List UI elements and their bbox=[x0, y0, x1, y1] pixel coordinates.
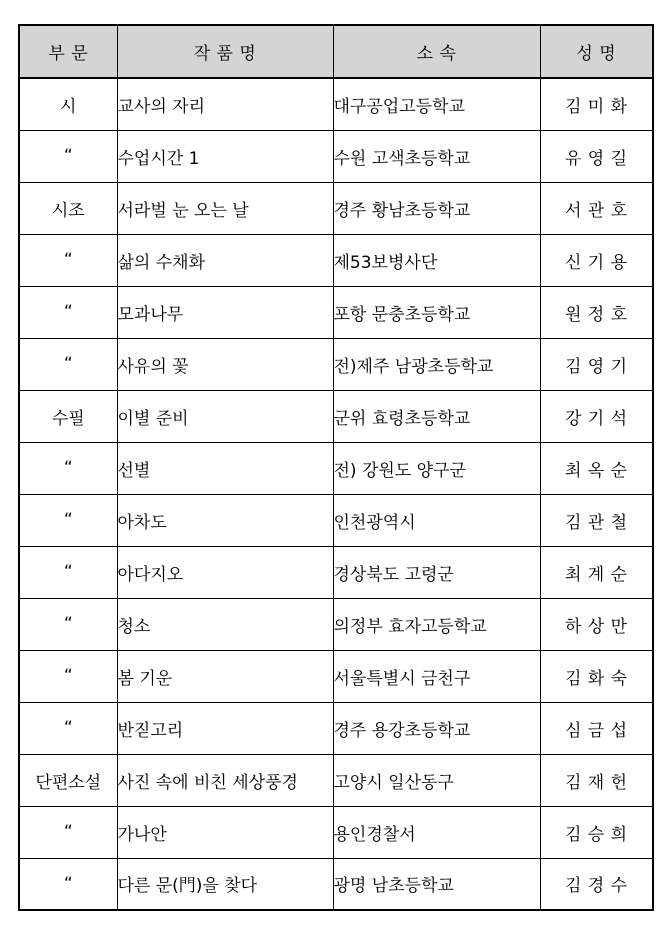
header-affiliation: 소 속 bbox=[333, 25, 540, 78]
table-body bbox=[19, 78, 653, 910]
cell-affiliation: 군위 효령초등학교 bbox=[333, 390, 540, 442]
cell-affiliation: 서울특별시 금천구 bbox=[333, 650, 540, 702]
cell-category: 시 bbox=[19, 78, 117, 130]
cell-category: “ bbox=[19, 858, 117, 910]
table-row bbox=[19, 338, 653, 390]
cell-title: 이별 준비 bbox=[117, 390, 333, 442]
cell-affiliation: 전)제주 남광초등학교 bbox=[333, 338, 540, 390]
cell-category: “ bbox=[19, 442, 117, 494]
cell-category: 단편소설 bbox=[19, 754, 117, 806]
cell-category: “ bbox=[19, 546, 117, 598]
cell-name: 김 재 헌 bbox=[540, 754, 653, 806]
cell-name: 김 경 수 bbox=[540, 858, 653, 910]
cell-affiliation: 경주 황남초등학교 bbox=[333, 182, 540, 234]
cell-name: 서 관 호 bbox=[540, 182, 653, 234]
cell-name: 강 기 석 bbox=[540, 390, 653, 442]
cell-name: 김 승 희 bbox=[540, 806, 653, 858]
cell-name: 김 영 기 bbox=[540, 338, 653, 390]
table-row bbox=[19, 650, 653, 702]
awards-table bbox=[18, 24, 654, 911]
cell-affiliation: 포항 문충초등학교 bbox=[333, 286, 540, 338]
cell-category: “ bbox=[19, 494, 117, 546]
cell-title: 아다지오 bbox=[117, 546, 333, 598]
cell-category: “ bbox=[19, 234, 117, 286]
cell-affiliation: 인천광역시 bbox=[333, 494, 540, 546]
table-row bbox=[19, 858, 653, 910]
cell-category: “ bbox=[19, 650, 117, 702]
cell-category: “ bbox=[19, 286, 117, 338]
cell-name: 최 계 순 bbox=[540, 546, 653, 598]
cell-title: 모과나무 bbox=[117, 286, 333, 338]
cell-name: 원 정 호 bbox=[540, 286, 653, 338]
cell-affiliation: 광명 남초등학교 bbox=[333, 858, 540, 910]
table-row bbox=[19, 702, 653, 754]
cell-title: 수업시간 1 bbox=[117, 130, 333, 182]
table-row bbox=[19, 806, 653, 858]
cell-name: 김 관 철 bbox=[540, 494, 653, 546]
table-row bbox=[19, 598, 653, 650]
table-row bbox=[19, 78, 653, 130]
table-row bbox=[19, 754, 653, 806]
cell-title: 아차도 bbox=[117, 494, 333, 546]
table-row bbox=[19, 442, 653, 494]
cell-category: 시조 bbox=[19, 182, 117, 234]
header-title: 작 품 명 bbox=[117, 25, 333, 78]
cell-affiliation: 전) 강원도 양구군 bbox=[333, 442, 540, 494]
table-row bbox=[19, 182, 653, 234]
cell-affiliation: 의정부 효자고등학교 bbox=[333, 598, 540, 650]
cell-name: 심 금 섭 bbox=[540, 702, 653, 754]
cell-category: “ bbox=[19, 702, 117, 754]
header-category: 부 문 bbox=[19, 25, 117, 78]
table-row bbox=[19, 494, 653, 546]
cell-affiliation: 고양시 일산동구 bbox=[333, 754, 540, 806]
cell-affiliation: 경주 용강초등학교 bbox=[333, 702, 540, 754]
header-name: 성 명 bbox=[540, 25, 653, 78]
cell-name: 최 옥 순 bbox=[540, 442, 653, 494]
cell-title: 선별 bbox=[117, 442, 333, 494]
cell-title: 삶의 수채화 bbox=[117, 234, 333, 286]
table-header bbox=[19, 25, 653, 78]
cell-title: 사유의 꽃 bbox=[117, 338, 333, 390]
table-row bbox=[19, 546, 653, 598]
cell-category: “ bbox=[19, 130, 117, 182]
cell-name: 김 미 화 bbox=[540, 78, 653, 130]
cell-title: 서라벌 눈 오는 날 bbox=[117, 182, 333, 234]
cell-title: 교사의 자리 bbox=[117, 78, 333, 130]
cell-affiliation: 경상북도 고령군 bbox=[333, 546, 540, 598]
cell-name: 신 기 용 bbox=[540, 234, 653, 286]
table-row bbox=[19, 286, 653, 338]
cell-title: 가나안 bbox=[117, 806, 333, 858]
cell-title: 사진 속에 비친 세상풍경 bbox=[117, 754, 333, 806]
cell-title: 청소 bbox=[117, 598, 333, 650]
cell-name: 김 화 숙 bbox=[540, 650, 653, 702]
cell-category: 수필 bbox=[19, 390, 117, 442]
cell-affiliation: 수원 고색초등학교 bbox=[333, 130, 540, 182]
cell-title: 다른 문(門)을 찾다 bbox=[117, 858, 333, 910]
cell-title: 봄 기운 bbox=[117, 650, 333, 702]
cell-name: 하 상 만 bbox=[540, 598, 653, 650]
cell-affiliation: 제53보병사단 bbox=[333, 234, 540, 286]
cell-affiliation: 대구공업고등학교 bbox=[333, 78, 540, 130]
table-row bbox=[19, 390, 653, 442]
header-row bbox=[19, 25, 653, 78]
table-row bbox=[19, 234, 653, 286]
cell-category: “ bbox=[19, 598, 117, 650]
cell-affiliation: 용인경찰서 bbox=[333, 806, 540, 858]
cell-title: 반짇고리 bbox=[117, 702, 333, 754]
table-row bbox=[19, 130, 653, 182]
cell-name: 유 영 길 bbox=[540, 130, 653, 182]
cell-category: “ bbox=[19, 338, 117, 390]
cell-category: “ bbox=[19, 806, 117, 858]
